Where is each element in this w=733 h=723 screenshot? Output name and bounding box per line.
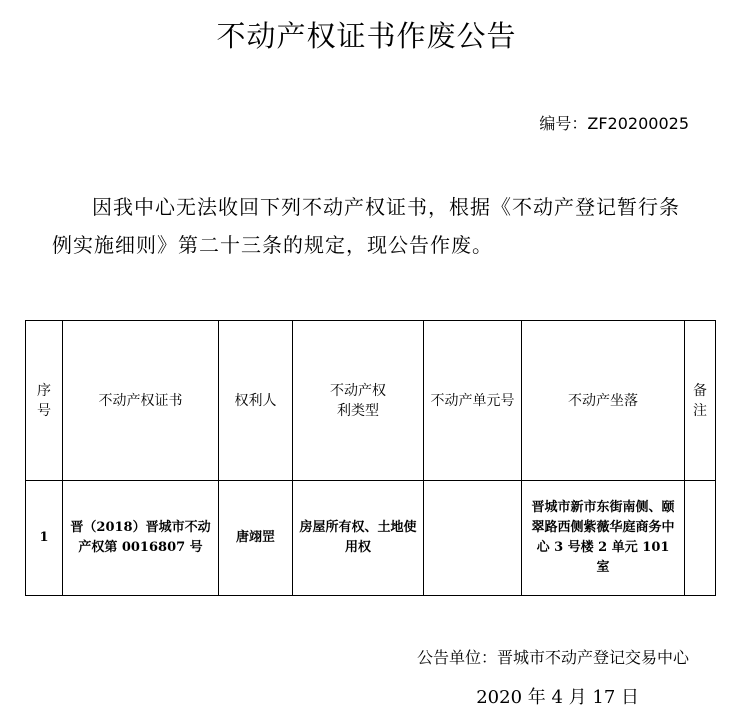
document-number: 编号：ZF20200025 [539, 114, 689, 133]
header-note-label: 备注 [693, 382, 707, 419]
cell-unit [424, 481, 522, 596]
cell-note [685, 481, 716, 596]
header-note [685, 321, 716, 481]
header-holder-label: 权利人 [234, 392, 277, 409]
cell-location: 晋城市新市东街南侧、颐翠路西侧紫薇华庭商务中心 3 号楼 2 单元 101 室 [522, 481, 685, 596]
cell-type: 房屋所有权、土地使用权 [293, 481, 424, 596]
page-title: 不动产权证书作废公告 [216, 19, 517, 53]
cell-holder: 唐翊罡 [219, 481, 293, 596]
header-seq [26, 321, 63, 481]
issuer: 公告单位：晋城市不动产登记交易中心 [416, 648, 689, 667]
header-unit [424, 321, 522, 481]
header-type-label: 不动产权利类型 [330, 382, 386, 419]
announcement-body: 因我中心无法收回下列不动产权证书，根据《不动产登记暂行条例实施细则》第二十三条的规定，现公告作废。 [52, 195, 680, 257]
header-location-label: 不动产坐落 [568, 392, 638, 409]
issue-date: 2020 年 4 月 17 日 [476, 687, 639, 708]
header-cert-label: 不动产权证书 [98, 392, 183, 409]
header-cert [63, 321, 219, 481]
header-type [293, 321, 424, 481]
header-holder [219, 321, 293, 481]
table-header-row [26, 321, 716, 481]
header-unit-label: 不动产单元号 [430, 392, 515, 409]
header-seq-label: 序号 [37, 382, 51, 419]
void-certificate-table [25, 320, 716, 596]
header-location [522, 321, 685, 481]
cell-seq: 1 [26, 481, 63, 596]
table-row [26, 481, 716, 596]
cell-cert: 晋（2018）晋城市不动产权第 0016807 号 [63, 481, 219, 596]
